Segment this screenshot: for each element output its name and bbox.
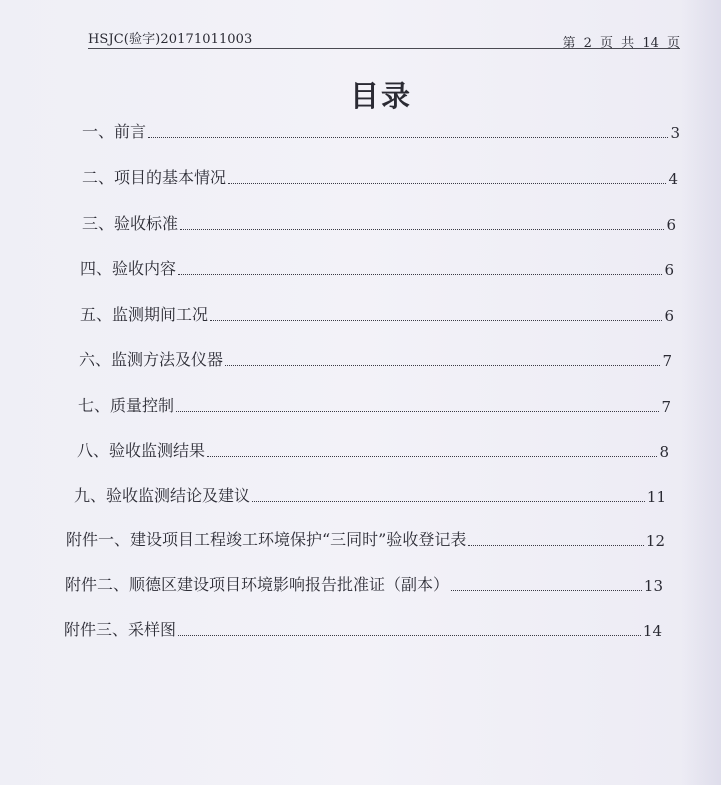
toc-entry-label: 六、监测方法及仪器 xyxy=(79,350,224,369)
toc-entry-page: 6 xyxy=(666,216,676,234)
toc-entry-project-basic-info xyxy=(82,166,678,188)
toc-entry-label: 九、验收监测结论及建议 xyxy=(74,486,251,505)
toc-leader-dots xyxy=(225,364,660,366)
toc-leader-dots xyxy=(252,500,645,502)
toc-entry-acceptance-standards xyxy=(82,212,676,234)
toc-leader-dots xyxy=(148,136,668,138)
toc-entry-page: 4 xyxy=(668,170,678,188)
toc-entry-label: 五、监测期间工况 xyxy=(80,305,209,324)
toc-leader-dots xyxy=(178,634,641,636)
toc-leader-dots xyxy=(451,589,642,591)
toc-entry-page: 8 xyxy=(659,443,669,461)
toc-entry-conclusions xyxy=(74,484,666,506)
document-code: HSJC(验字)20171011003 xyxy=(88,32,253,47)
toc-entry-page: 3 xyxy=(670,124,680,142)
toc-entry-label: 附件二、顺德区建设项目环境影响报告批准证（副本） xyxy=(65,575,450,594)
toc-entry-page: 13 xyxy=(643,577,663,595)
toc-entry-quality-control xyxy=(78,394,671,416)
toc-entry-label: 四、验收内容 xyxy=(80,259,177,278)
toc-leader-dots xyxy=(180,228,664,230)
toc-entry-label: 七、质量控制 xyxy=(78,396,175,415)
toc-entry-page: 11 xyxy=(646,488,666,506)
toc-entry-label: 二、项目的基本情况 xyxy=(82,168,227,187)
page-header xyxy=(88,26,680,49)
page-title: 目录 xyxy=(350,79,413,113)
toc-leader-dots xyxy=(207,455,657,457)
toc-entry-annex-1 xyxy=(66,528,665,550)
toc-leader-dots xyxy=(178,273,662,275)
toc-entry-label: 八、验收监测结果 xyxy=(77,441,206,460)
toc-entry-annex-2 xyxy=(65,573,663,595)
page-shadow-edge xyxy=(681,0,721,785)
toc-entry-label: 附件三、采样图 xyxy=(64,620,177,639)
toc-entry-page: 12 xyxy=(645,532,665,550)
toc-entry-monitoring-results xyxy=(77,439,669,461)
toc-entry-page: 6 xyxy=(664,307,674,325)
toc-entry-label: 一、前言 xyxy=(82,122,147,141)
toc-leader-dots xyxy=(468,544,644,546)
toc-entry-methods-instruments xyxy=(79,348,672,370)
toc-leader-dots xyxy=(228,182,666,184)
toc-entry-page: 14 xyxy=(642,622,662,640)
toc-entry-label: 附件一、建设项目工程竣工环境保护“三同时”验收登记表 xyxy=(66,530,467,549)
toc-entry-page: 6 xyxy=(664,261,674,279)
toc-entry-page: 7 xyxy=(661,398,671,416)
toc-entry-page: 7 xyxy=(662,352,672,370)
toc-entry-label: 三、验收标准 xyxy=(82,214,179,233)
toc-entry-acceptance-content xyxy=(80,257,674,279)
toc-entry-monitoring-conditions xyxy=(80,303,674,325)
toc-leader-dots xyxy=(176,410,659,412)
toc-entry-preface xyxy=(82,120,680,142)
page-indicator: 第 2 页 共 14 页 xyxy=(562,36,680,51)
toc-entry-annex-3 xyxy=(64,618,662,640)
toc-leader-dots xyxy=(210,319,662,321)
